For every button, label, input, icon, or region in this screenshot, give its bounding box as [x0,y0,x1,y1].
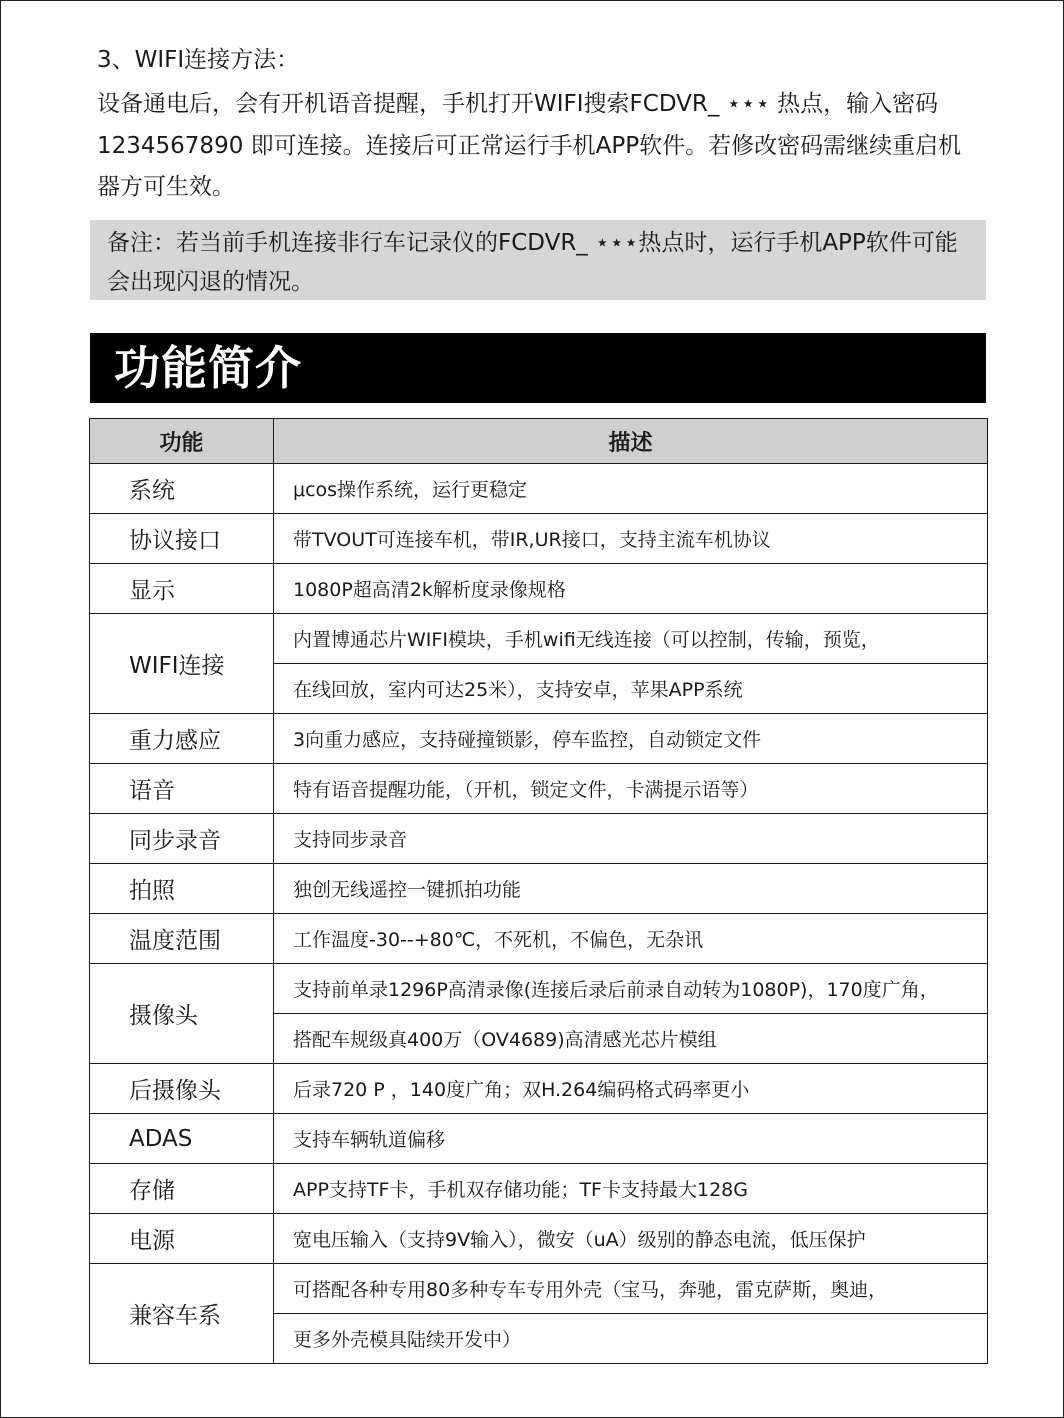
feature-description-cell: 内置博通芯片WIFI模块，手机wifi无线连接（可以控制，传输，预览， [274,614,988,664]
table-header-row [90,419,988,464]
feature-description-cell: 支持车辆轨道偏移 [274,1114,988,1164]
header-feature: 功能 [90,419,274,464]
table-row [90,864,988,914]
note-box: 备注：若当前手机连接非行车记录仪的FCDVR_ ⋆⋆⋆热点时，运行手机APP软件可能会出现闪退的情况。 [90,220,986,300]
table-row [90,714,988,764]
feature-section-title: 功能简介 [90,333,986,403]
feature-description-cell: 更多外壳模具陆续开发中） [274,1314,988,1364]
feature-description-cell: APP支持TF卡，手机双存储功能；TF卡支持最大128G [274,1164,988,1214]
table-row [90,1164,988,1214]
feature-name-cell: 兼容车系 [90,1264,274,1364]
feature-name-cell: 重力感应 [90,714,274,764]
feature-name-cell: 存储 [90,1164,274,1214]
table-body [90,464,988,1364]
table-row [90,1114,988,1164]
table-row [90,1064,988,1114]
table-row [90,614,988,664]
feature-description-cell: 带TVOUT可连接车机，带IR,UR接口，支持主流车机协议 [274,514,988,564]
feature-description-cell: 工作温度-30--+80℃，不死机，不偏色，无杂讯 [274,914,988,964]
wifi-section-heading: 3、WIFI连接方法： [97,47,300,73]
feature-description-cell: 在线回放，室内可达25米），支持安卓，苹果APP系统 [274,664,988,714]
feature-name-cell: ADAS [90,1114,274,1164]
feature-name-cell: 同步录音 [90,814,274,864]
feature-name-cell: 温度范围 [90,914,274,964]
feature-description-cell: 独创无线遥控一键抓拍功能 [274,864,988,914]
feature-description-cell: 3向重力感应，支持碰撞锁影，停车监控，自动锁定文件 [274,714,988,764]
feature-name-cell: 协议接口 [90,514,274,564]
table-row [90,764,988,814]
feature-description-cell: 1080P超高清2k解析度录像规格 [274,564,988,614]
table-row [90,464,988,514]
feature-name-cell: 系统 [90,464,274,514]
table-row [90,1214,988,1264]
feature-description-cell: 特有语音提醒功能，（开机，锁定文件，卡满提示语等） [274,764,988,814]
feature-name-cell: 摄像头 [90,964,274,1064]
feature-name-cell: 显示 [90,564,274,614]
feature-name-cell: 拍照 [90,864,274,914]
table-row [90,964,988,1014]
table-row [90,814,988,864]
feature-description-cell: 宽电压输入（支持9V输入），微安（uA）级别的静态电流，低压保护 [274,1214,988,1264]
feature-name-cell: 语音 [90,764,274,814]
feature-description-cell: μcos操作系统，运行更稳定 [274,464,988,514]
wifi-instructions-paragraph: 设备通电后，会有开机语音提醒，手机打开WIFI搜索FCDVR_ ⋆⋆⋆ 热点，输入密码 1234567890 即可连接。连接后可正常运行手机APP软件。若修改密码需继续重启机器方可生效。 [97,91,962,200]
table-row [90,514,988,564]
header-description: 描述 [274,419,988,464]
table-row [90,1264,988,1314]
feature-description-cell: 后录720 P ，140度广角；双H.264编码格式码率更小 [274,1064,988,1114]
feature-description-cell: 可搭配各种专用80多种专车专用外壳（宝马，奔驰，雷克萨斯，奥迪， [274,1264,988,1314]
feature-name-cell: 电源 [90,1214,274,1264]
feature-name-cell: WIFI连接 [90,614,274,714]
table-row [90,564,988,614]
table-row [90,914,988,964]
feature-description-cell: 搭配车规级真400万（OV4689)高清感光芯片模组 [274,1014,988,1064]
feature-name-cell: 后摄像头 [90,1064,274,1114]
feature-table [89,418,988,1364]
feature-description-cell: 支持前单录1296P高清录像(连接后录后前录自动转为1080P)，170度广角， [274,964,988,1014]
feature-description-cell: 支持同步录音 [274,814,988,864]
